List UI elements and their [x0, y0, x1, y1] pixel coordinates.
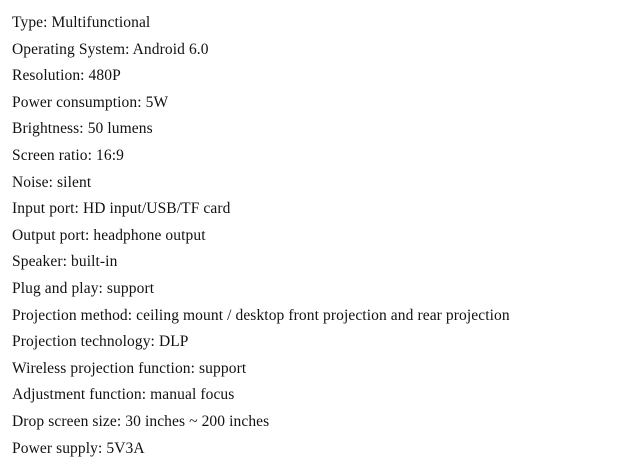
spec-line: Power consumption: 5W: [12, 93, 169, 111]
spec-line: Screen ratio: 16:9: [12, 146, 124, 164]
spec-line: Output port: headphone output: [12, 226, 206, 244]
spec-line: Type: Multifunctional: [12, 14, 151, 31]
spec-line: Brightness: 50 lumens: [12, 120, 153, 138]
spec-line: Drop screen size: 30 inches ~ 200 inches: [12, 412, 270, 430]
spec-line: Noise: silent: [12, 173, 92, 191]
spec-line: Speaker: built-in: [12, 253, 118, 271]
spec-line: Projection technology: DLP: [12, 333, 189, 351]
spec-line: Power supply: 5V3A: [12, 439, 145, 457]
spec-line: Resolution: 480P: [12, 67, 121, 85]
spec-line: Plug and play: support: [12, 279, 155, 297]
spec-line: Projection method: ceiling mount / desktop front projection and rear projection: [12, 306, 510, 324]
spec-line: Input port: HD input/USB/TF card: [12, 200, 231, 218]
spec-line: Wireless projection function: support: [12, 359, 247, 377]
spec-line: Operating System: Android 6.0: [12, 40, 209, 58]
spec-line: Adjustment function: manual focus: [12, 386, 235, 404]
